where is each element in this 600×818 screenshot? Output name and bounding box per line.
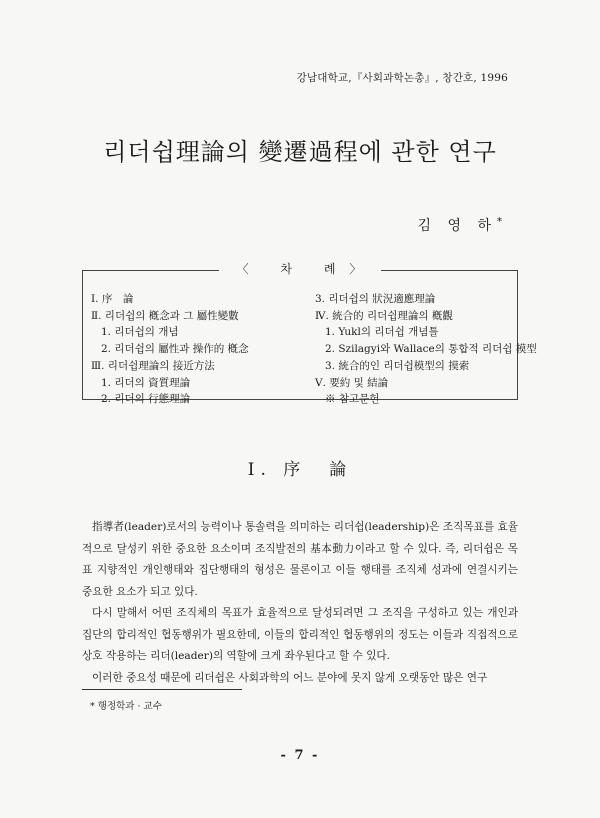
paper-title: 리더쉽理論의 變遷過程에 관한 연구 <box>103 138 497 166</box>
toc-item: Ⅰ. 序 論 <box>91 293 134 305</box>
body-paragraph: 다시 말해서 어떤 조직체의 목표가 효율적으로 달성되려면 그 조직을 구성하고 있는 개인과 집단의 합리적인 협동행위가 필요한데, 이들의 합리적인 협동행위의 정도는 이들과 직접적으로 상호 작용하는 리더(leader)의 역할에 크게 좌우된다고 할 수 있다. <box>82 607 518 662</box>
toc-item: 3. 리더쉽의 狀況適應理論 <box>315 293 436 305</box>
body-paragraph: 이러한 중요성 때문에 리더쉽은 사회과학의 어느 분야에 못지 않게 오랫동안 많은 연구 <box>92 671 488 684</box>
toc-item: Ⅳ. 統合的 리더쉽理論의 槪觀 <box>315 309 453 322</box>
footnote: * 행정학과 · 교수 <box>90 701 162 712</box>
toc-item: Ⅴ. 要約 및 結論 <box>315 376 389 389</box>
toc-item: ※ 참고문헌 <box>325 393 380 406</box>
author-name: 김 영 하 <box>417 218 497 234</box>
toc-item: 1. 리더쉽의 개념 <box>101 326 179 339</box>
toc-heading-text: 차 례 <box>280 262 350 276</box>
footnote-divider <box>82 689 242 690</box>
toc-item: 3. 統合的인 리더쉽模型의 摸索 <box>325 359 470 372</box>
toc-item: 2. 리더쉽의 屬性과 操作的 槪念 <box>101 343 249 356</box>
author-line <box>418 215 502 235</box>
page-number: - 7 - <box>280 748 320 763</box>
author-footnote-mark: * <box>497 216 502 228</box>
journal-reference: 강남대학교,『사회과학논총』, 창간호, 1996 <box>296 72 508 84</box>
toc-item: 1. 리더의 資質理論 <box>101 376 191 389</box>
section-heading: Ⅰ. 序 論 <box>247 460 353 480</box>
body-paragraph: 指導者(leader)로서의 능력이나 통솔력을 의미하는 리더쉽(leadership)은 조직목표를 효율적으로 달성키 위한 중요한 요소이며 조직발전의 基本動力이라고 할 수 있다. 즉, 리더쉽은 목표 지향적인 개인행태와 집단행태의 형성은 물론이고 이들 행태를 조직체 성과에 연결시키는 중요한 요소가 되고 있다. <box>82 521 518 598</box>
toc-item: 2. 리더의 行態理論 <box>101 393 191 406</box>
table-of-contents <box>82 262 537 406</box>
toc-right-column <box>315 291 537 408</box>
toc-item: 2. Szilagyi와 Wallace의 통합적 리더쉽 模型 <box>325 343 537 356</box>
toc-item: Ⅱ. 리더쉽의 槪念과 그 屬性變數 <box>91 309 239 322</box>
toc-item: 1. Yukl의 리더쉽 개념틀 <box>325 326 439 339</box>
body-text <box>82 517 518 689</box>
toc-left-column <box>91 291 249 408</box>
toc-item: Ⅲ. 리더쉽理論의 接近方法 <box>91 359 215 372</box>
toc-heading: 〈 차 례〉 <box>83 260 517 277</box>
